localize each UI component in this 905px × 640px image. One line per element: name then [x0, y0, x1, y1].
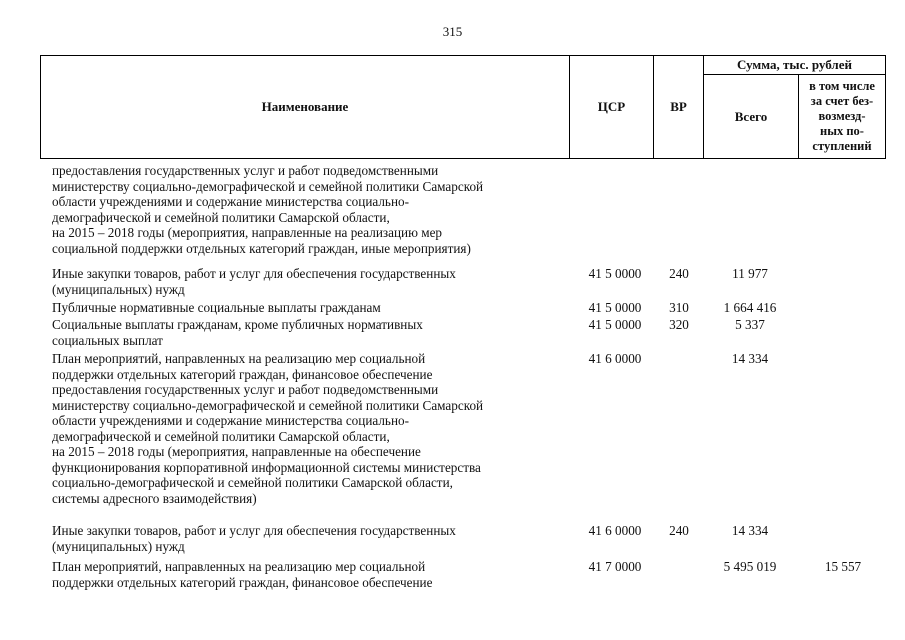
row-total: 5 337 — [735, 317, 765, 332]
row-name: Социальные выплаты гражданам, кроме публичных нормативных социальных выплат — [52, 317, 423, 348]
row-vr: 240 — [669, 266, 689, 281]
row-free: 15 557 — [824, 559, 862, 574]
page-number: 315 — [442, 24, 463, 39]
row-csr: 41 6 0000 — [588, 351, 642, 366]
header-csr: ЦСР — [597, 99, 626, 114]
row-vr: 240 — [669, 523, 689, 538]
row-total: 11 977 — [732, 266, 768, 281]
row-vr: 320 — [669, 317, 689, 332]
header-vr: ВР — [670, 99, 687, 114]
header-total: Всего — [734, 108, 768, 124]
row-total: 14 334 — [731, 523, 769, 538]
row-csr: 41 7 0000 — [588, 559, 642, 574]
row-name: План мероприятий, направленных на реализацию мер социальной поддержки отдельных категорий граждан, финансовое обеспечение предоставления государственных услуг и работ подведомственными министерству социально-демографической и семейной политики Самарской области учреждениями и содержание министерства социально- демографической и семейной политики Самарской области, на 2015 – 2018 годы (мероприятия, направленные на обеспечение функционирования корпоративной информационной системы министерства социально-демографической и семейной политики Самарской области, системы адресного взаимодействия) — [52, 351, 484, 506]
row-csr: 41 5 0000 — [588, 266, 642, 281]
row-name: План мероприятий, направленных на реализацию мер социальной поддержки отдельных категорий граждан, финансовое обеспечение — [52, 559, 433, 590]
row-csr: 41 5 0000 — [588, 317, 642, 332]
row-vr: 310 — [669, 300, 689, 315]
row-name: предоставления государственных услуг и работ подведомственными министерству социально-демографической и семейной политики Самарской области учреждениями и содержание министерства социально- демографической и семейной политики Самарской области, на 2015 – 2018 годы (мероприятия, направленные на реализацию мер социальной поддержки отдельных категорий граждан, иные мероприятия) — [52, 163, 484, 256]
row-name: Иные закупки товаров, работ и услуг для обеспечения государственных (муниципальных) нужд — [52, 266, 456, 297]
row-total: 1 664 416 — [723, 300, 777, 315]
table-header — [40, 55, 886, 159]
header-sum: Сумма, тыс. рублей — [737, 57, 852, 72]
row-csr: 41 6 0000 — [588, 523, 642, 538]
header-name: Наименование — [261, 99, 349, 114]
row-name: Иные закупки товаров, работ и услуг для обеспечения государственных (муниципальных) нужд — [52, 523, 456, 554]
row-total: 14 334 — [731, 351, 769, 366]
header-free: в том числе за счет без- возмезд- ных по- ступлений — [809, 79, 875, 153]
row-total: 5 495 019 — [723, 559, 777, 574]
row-csr: 41 5 0000 — [588, 300, 642, 315]
row-name: Публичные нормативные социальные выплаты гражданам — [52, 300, 381, 315]
